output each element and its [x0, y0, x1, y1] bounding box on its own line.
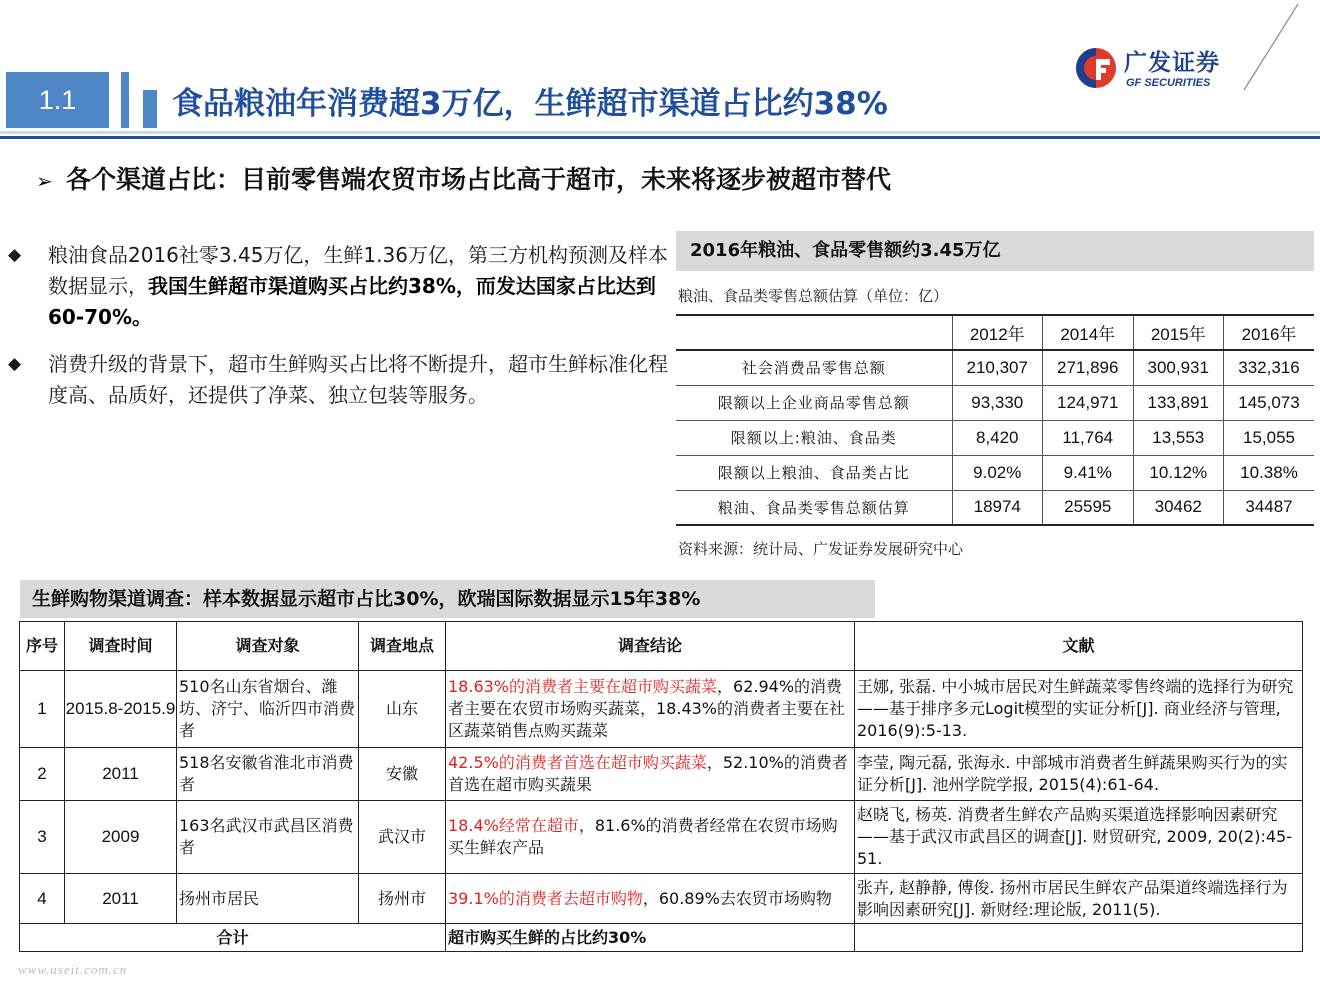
survey-subject: 518名安徽省淮北市消费者 [177, 748, 359, 801]
gf-logo-icon [1074, 46, 1118, 90]
survey-time: 2011 [65, 874, 177, 924]
table-header-cell: 调查对象 [177, 622, 359, 671]
survey-conclusion [446, 874, 855, 924]
row-label: 限额以上企业商品零售总额 [676, 385, 952, 420]
diamond-bullet-icon: ◆ [8, 245, 22, 265]
table-cell: 34487 [1224, 490, 1315, 525]
bullet-text-bold: 我国生鲜超市渠道购买占比约38%，而发达国家占比达到60-70%。 [48, 274, 656, 329]
table-row [20, 671, 1303, 748]
table-header-cell: 调查结论 [446, 622, 855, 671]
table-cell: 93,330 [952, 385, 1043, 420]
table-row [20, 748, 1303, 801]
bullet-point [8, 349, 668, 411]
survey-place: 武汉市 [359, 801, 446, 874]
table-header-cell: 序号 [20, 622, 65, 671]
row-number: 4 [20, 874, 65, 924]
table-header-cell: 2014年 [1043, 315, 1134, 350]
row-number: 2 [20, 748, 65, 801]
subtitle-text: 各个渠道占比：目前零售端农贸市场占比高于超市，未来将逐步被超市替代 [66, 165, 892, 194]
table-cell: 332,316 [1224, 350, 1315, 385]
logo-text-cn: 广发证券 [1124, 50, 1220, 76]
table-header-row [20, 622, 1303, 671]
table-header-cell: 2012年 [952, 315, 1043, 350]
table-row [20, 874, 1303, 924]
table-cell: 15,055 [1224, 420, 1315, 455]
survey-conclusion [446, 748, 855, 801]
row-label: 粮油、食品类零售总额估算 [676, 490, 952, 525]
table-row [676, 385, 1314, 420]
header-decor-bar [121, 72, 129, 128]
survey-subject: 510名山东省烟台、潍坊、济宁、临沂四市消费者 [177, 671, 359, 748]
row-number: 3 [20, 801, 65, 874]
table-header-cell: 调查时间 [65, 622, 177, 671]
table-row [676, 455, 1314, 490]
table-header-cell [676, 315, 952, 350]
table-cell: 30462 [1133, 490, 1224, 525]
logo-text-en: GF SECURITIES [1126, 77, 1211, 89]
table-cell: 9.02% [952, 455, 1043, 490]
retail-table [676, 314, 1314, 526]
header-decor-bar-small [143, 90, 157, 128]
table-cell: 300,931 [1133, 350, 1224, 385]
table-header-cell: 2016年 [1224, 315, 1315, 350]
diamond-bullet-icon: ◆ [8, 354, 22, 374]
conclusion-text: ，62.94%的消费者主要在农贸市场购买蔬菜，18.43%的消费者主要在社区蔬菜销售点购买蔬菜 [448, 677, 846, 740]
table-cell: 271,896 [1043, 350, 1134, 385]
table-cell: 25595 [1043, 490, 1134, 525]
bullet-text: 粮油食品2016社零3.45万亿，生鲜1.36万亿，第三方机构预测及样本数据显示， [48, 243, 668, 298]
table-cell: 18974 [952, 490, 1043, 525]
arrow-right-icon: ➢ [36, 169, 53, 193]
survey-time: 2011 [65, 748, 177, 801]
conclusion-highlight: 18.63%的消费者主要在超市购买蔬菜 [448, 677, 718, 696]
table-cell: 13,553 [1133, 420, 1224, 455]
table-row [676, 420, 1314, 455]
table-cell: 124,971 [1043, 385, 1134, 420]
survey-conclusion [446, 801, 855, 874]
retail-table-source: 资料来源：统计局、广发证券发展研究中心 [678, 540, 964, 558]
bullet-point [8, 240, 668, 333]
table-cell: 145,073 [1224, 385, 1315, 420]
survey-table-title: 生鲜购物渠道调查：样本数据显示超市占比30%，欧瑞国际数据显示15年38% [20, 580, 875, 618]
table-cell: 8,420 [952, 420, 1043, 455]
survey-table [19, 621, 1303, 952]
total-value: 超市购买生鲜的占比约30% [446, 924, 855, 952]
header-divider [0, 131, 1320, 141]
survey-place: 安徽 [359, 748, 446, 801]
survey-reference: 赵晓飞, 杨英. 消费者生鲜农产品购买渠道选择影响因素研究——基于武汉市武昌区的调查[J]. 财贸研究, 2009, 20(2):45-51. [855, 801, 1303, 874]
survey-reference: 李莹, 陶元磊, 张海永. 中部城市消费者生鲜蔬果购买行为的实证分析[J]. 池州学院学报, 2015(4):61-64. [855, 748, 1303, 801]
table-header-row [676, 315, 1314, 350]
table-total-row [20, 924, 1303, 952]
survey-subject: 扬州市居民 [177, 874, 359, 924]
conclusion-highlight: 42.5%的消费者首选在超市购买蔬菜 [448, 753, 707, 772]
survey-time: 2009 [65, 801, 177, 874]
table-cell: 11,764 [1043, 420, 1134, 455]
bullet-text: 消费升级的背景下，超市生鲜购买占比将不断提升，超市生鲜标准化程度高、品质好，还提供了净菜、独立包装等服务。 [48, 352, 668, 407]
conclusion-text: ，81.6%的消费者经常在农贸市场购买生鲜农产品 [448, 816, 838, 857]
table-cell: 133,891 [1133, 385, 1224, 420]
row-label: 限额以上粮油、食品类占比 [676, 455, 952, 490]
section-subtitle [36, 160, 891, 196]
table-row [676, 490, 1314, 525]
table-cell [855, 924, 1303, 952]
retail-table-unit: 粮油、食品类零售总额估算（单位：亿） [678, 287, 949, 305]
table-header-cell: 文献 [855, 622, 1303, 671]
conclusion-highlight: 18.4%经常在超市 [448, 816, 579, 835]
row-label: 限额以上:粮油、食品类 [676, 420, 952, 455]
table-header-cell: 2015年 [1133, 315, 1224, 350]
survey-place: 山东 [359, 671, 446, 748]
page-title: 食品粮油年消费超3万亿，生鲜超市渠道占比约38% [172, 86, 888, 122]
table-cell: 210,307 [952, 350, 1043, 385]
table-row [20, 801, 1303, 874]
row-number: 1 [20, 671, 65, 748]
table-header-cell: 调查地点 [359, 622, 446, 671]
survey-reference: 王娜, 张磊. 中小城市居民对生鲜蔬菜零售终端的选择行为研究——基于排序多元Logit模型的实证分析[J]. 商业经济与管理, 2016(9):5-13. [855, 671, 1303, 748]
header-slash-decor [1236, 2, 1306, 92]
total-label: 合计 [20, 924, 446, 952]
table-cell: 10.38% [1224, 455, 1315, 490]
survey-conclusion [446, 671, 855, 748]
survey-time: 2015.8-2015.9 [65, 671, 177, 748]
table-row [676, 350, 1314, 385]
table-cell: 9.41% [1043, 455, 1134, 490]
conclusion-text: ，60.89%去农贸市场购物 [642, 888, 832, 908]
survey-subject: 163名武汉市武昌区消费者 [177, 801, 359, 874]
survey-place: 扬州市 [359, 874, 446, 924]
conclusion-text: ，52.10%的消费者首选在超市购买蔬果 [448, 753, 848, 794]
survey-reference: 张卉, 赵静静, 傅俊. 扬州市居民生鲜农产品渠道终端选择行为影响因素研究[J]. 新财经:理论版, 2011(5). [855, 874, 1303, 924]
row-label: 社会消费品零售总额 [676, 350, 952, 385]
table-cell: 10.12% [1133, 455, 1224, 490]
retail-table-title: 2016年粮油、食品零售额约3.45万亿 [676, 231, 1314, 271]
conclusion-highlight: 39.1%的消费者去超市购物 [448, 888, 643, 908]
gf-securities-logo [1074, 44, 1244, 92]
watermark: www.useit.com.cn [18, 962, 128, 977]
section-number: 1.1 [6, 72, 109, 128]
